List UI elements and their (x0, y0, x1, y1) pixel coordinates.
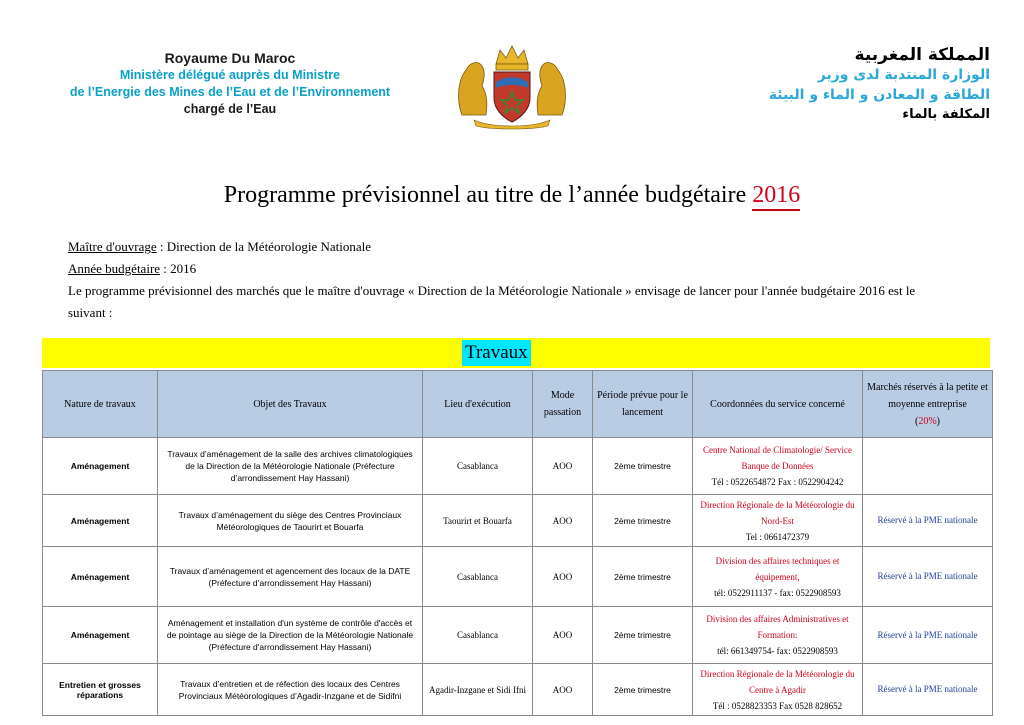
cell-mode: AOO (533, 664, 593, 716)
header-ministry-ar-line-3: المكلفة بالماء (902, 107, 990, 122)
owner-label: Maître d'ouvrage (68, 239, 157, 254)
coord-contact: tél: 661349754- fax: 0522908593 (717, 646, 838, 656)
cell-reserve: Réservé à la PME nationale (863, 495, 993, 547)
works-table (42, 370, 993, 716)
header-ministry-line-3: chargé de l’Eau (183, 102, 277, 116)
table-row (43, 495, 993, 547)
cell-coord (693, 438, 863, 495)
cell-periode: 2ème trimestre (593, 495, 693, 547)
cell-periode: 2ème trimestre (593, 438, 693, 495)
header-kingdom: Royaume Du Maroc (164, 50, 296, 66)
header-reserve: Marchés réservés à la petite et moyenne entreprise (20%) (863, 371, 993, 438)
coord-service: Division des affaires techniques et équipement, (715, 555, 840, 582)
header-right (640, 45, 990, 125)
coord-service: Direction Régionale de la Météorologie du Centre à Agadir (700, 668, 855, 695)
year-line (68, 258, 948, 280)
coord-contact: Tél : 0522654872 Fax : 0522904242 (711, 477, 844, 487)
cell-mode: AOO (533, 438, 593, 495)
intro-para-quoted: « Direction de la Météorologie Nationale » (407, 283, 632, 298)
header-ministry-line-2: de l’Energie des Mines de l’Eau et de l’Environnement (69, 85, 391, 99)
header-nature: Nature de travaux (43, 371, 158, 438)
cell-lieu: Agadir-Inzgane et Sidi Ifni (423, 664, 533, 716)
coord-service: Direction Régionale de la Météorologie du Nord-Est (700, 499, 855, 526)
year-value: 2016 (170, 261, 197, 276)
cell-coord (693, 664, 863, 716)
header-ministry-ar-line-1: الوزارة المنتدبة لدى وزير (817, 67, 990, 83)
owner-sep: : (156, 239, 167, 254)
cell-periode: 2ème trimestre (593, 547, 693, 607)
header-reserve-pct: 20% (918, 415, 937, 427)
royal-coat-of-arms-icon (452, 40, 572, 130)
cell-lieu: Casablanca (423, 547, 533, 607)
cell-nature: Aménagement (43, 438, 158, 495)
cell-nature: Entretien et grosses réparations (43, 664, 158, 716)
cell-objet: Aménagement et installation d'un système de contrôle d'accès et de pointage au siège de la Direction de la Météorologie Nationale (Préfecture d'arrondissement Hay Hassani) (158, 607, 423, 664)
page-title-text: Programme prévisionnel au titre de l’année budgétaire (223, 182, 747, 208)
section-band (42, 338, 990, 368)
owner-value: Direction de la Météorologie Nationale (166, 239, 372, 254)
header-coord: Coordonnées du service concerné (693, 371, 863, 438)
cell-reserve (863, 438, 993, 495)
coord-service: Division des affaires Administratives et Formation: (706, 614, 849, 640)
header-reserve-text: Marchés réservés à la petite et moyenne entreprise (867, 381, 988, 410)
cell-coord (693, 495, 863, 547)
header-objet: Objet des Travaux (158, 371, 423, 438)
cell-reserve: Réservé à la PME nationale (863, 664, 993, 716)
cell-reserve: Réservé à la PME nationale (863, 607, 993, 664)
cell-lieu: Casablanca (423, 438, 533, 495)
table-row (43, 438, 993, 495)
cell-nature: Aménagement (43, 495, 158, 547)
intro-para-start: Le programme prévisionnel des marchés que le maître d'ouvrage (68, 283, 405, 298)
table-row (43, 664, 993, 716)
page-title-year: 2016 (752, 182, 800, 211)
cell-objet: Travaux d’aménagement de la salle des archives climatologiques de la Direction de la Météorologie Nationale (Préfecture d’arrondissement Hay Hassani) (158, 438, 423, 495)
intro-para-end: envisage de lancer pour l'année budgétaire 2016 est le suivant : (68, 283, 916, 320)
coord-service: Centre National de Climatologie/ Service Banque de Données (703, 445, 852, 471)
header-kingdom-ar: المملكة المغربية (854, 45, 990, 65)
cell-mode: AOO (533, 495, 593, 547)
cell-lieu: Taourirt et Bouarfa (423, 495, 533, 547)
cell-nature: Aménagement (43, 547, 158, 607)
cell-reserve: Réservé à la PME nationale (863, 547, 993, 607)
coord-contact: Tél : 0528823353 Fax 0528 828652 (712, 700, 843, 711)
header-lieu: Lieu d'exécution (423, 371, 533, 438)
cell-mode: AOO (533, 547, 593, 607)
cell-nature: Aménagement (43, 607, 158, 664)
cell-objet: Travaux d’aménagement et agencement des locaux de la DATE (Préfecture d’arrondissement Hay Hassani) (158, 547, 423, 607)
header-mode: Mode passation (533, 371, 593, 438)
section-title: Travaux (462, 340, 531, 366)
table-row (43, 547, 993, 607)
coord-contact: Tel : 0661472379 (745, 531, 810, 542)
cell-periode: 2ème trimestre (593, 607, 693, 664)
header-ministry-ar-line-2: الطاقة و المعادن و الماء و البيئة (768, 87, 990, 103)
cell-periode: 2ème trimestre (593, 664, 693, 716)
header-left (40, 50, 420, 118)
page-title (0, 182, 1024, 209)
header-periode: Période prévue pour le lancement (593, 371, 693, 438)
cell-mode: AOO (533, 607, 593, 664)
header-ministry-line-1: Ministère délégué auprès du Ministre (119, 68, 341, 82)
table-row (43, 607, 993, 664)
cell-coord (693, 607, 863, 664)
coord-contact: tél: 0522911137 - fax: 0522908593 (714, 587, 841, 598)
cell-objet: Travaux d’aménagement du siège des Centres Provinciaux Météorologiques de Taourirt et Bouarfa (158, 495, 423, 547)
owner-line (68, 236, 948, 258)
cell-lieu: Casablanca (423, 607, 533, 664)
year-sep: : (160, 261, 171, 276)
intro-text (68, 236, 948, 324)
table-header-row (43, 371, 993, 438)
cell-objet: Travaux d’entretien et de réfection des locaux des Centres Provinciaux Météorologiques d’Agadir-Inzgane et de Sidifni (158, 664, 423, 716)
intro-paragraph (68, 280, 948, 324)
cell-coord (693, 547, 863, 607)
year-label: Année budgétaire (68, 261, 161, 276)
